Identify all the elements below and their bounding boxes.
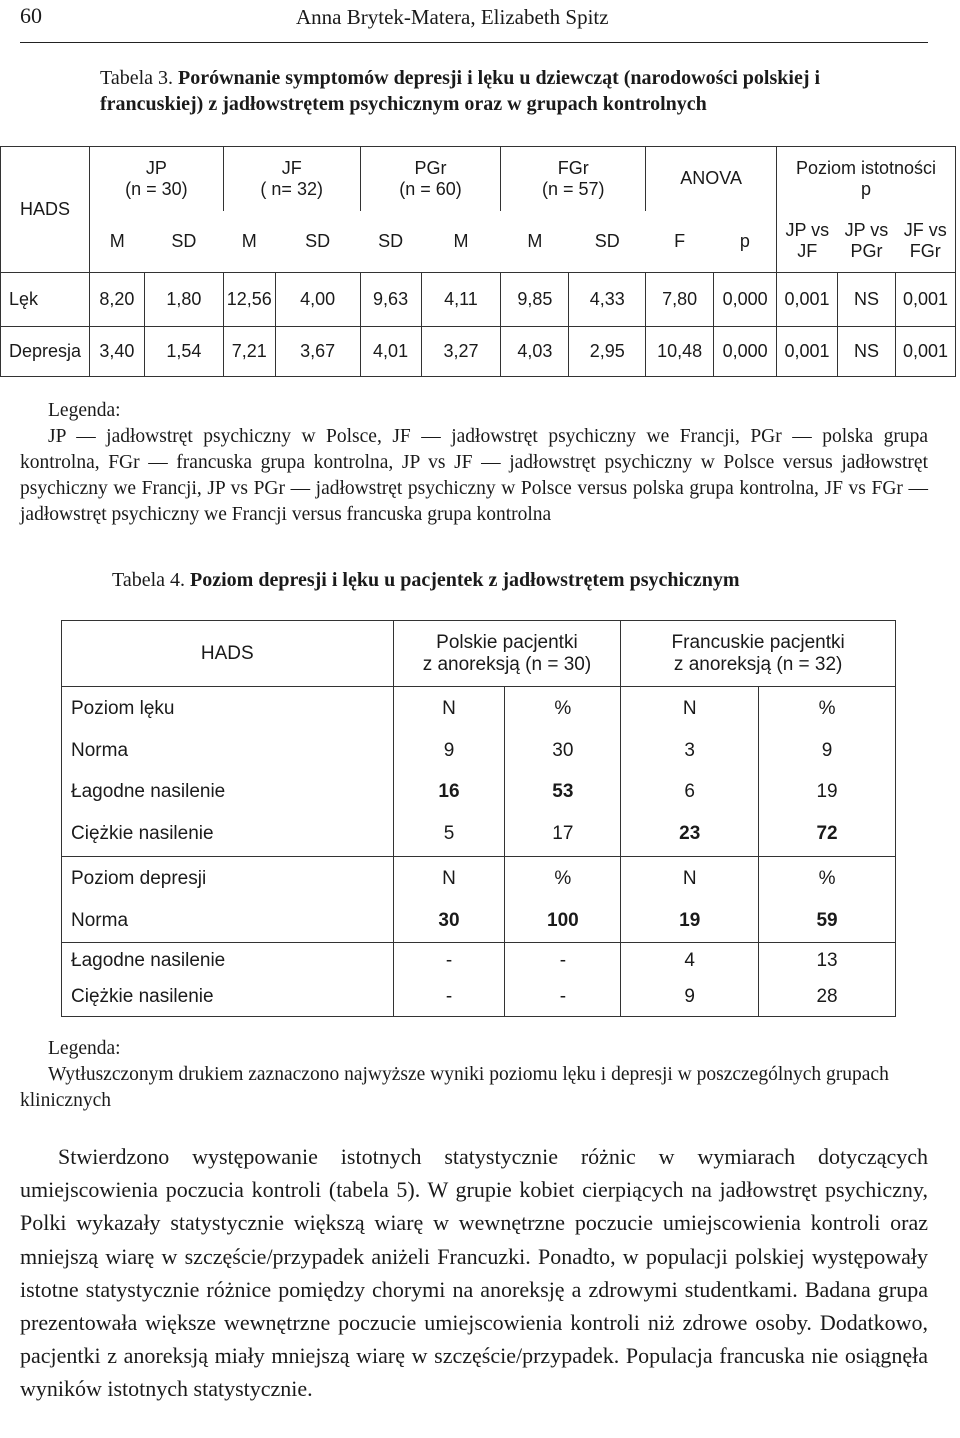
subheader-cell: p bbox=[714, 211, 777, 273]
table-cell: 4,11 bbox=[421, 273, 501, 327]
legend-title: Legenda: bbox=[48, 1038, 121, 1059]
table-cell: 53 bbox=[505, 771, 621, 813]
table-cell: 100 bbox=[505, 901, 621, 943]
table3-caption-label: Tabela 3. bbox=[100, 67, 174, 89]
table-cell: % bbox=[759, 857, 896, 901]
table-cell: 0,001 bbox=[777, 273, 838, 327]
row-label: Depresja bbox=[1, 327, 90, 377]
table-row bbox=[62, 771, 896, 813]
table3 bbox=[0, 146, 956, 377]
table4 bbox=[61, 620, 896, 1017]
table-cell: 28 bbox=[759, 979, 896, 1017]
table-cell: 7,80 bbox=[646, 273, 714, 327]
table-cell: N bbox=[393, 687, 505, 731]
body-paragraph bbox=[20, 1140, 928, 1406]
table-cell: 30 bbox=[505, 731, 621, 771]
section-header-row bbox=[62, 687, 896, 731]
group-jf: JF ( n= 32) bbox=[223, 147, 360, 211]
table3-subheader-row bbox=[1, 211, 956, 273]
subheader-cell: SD bbox=[275, 211, 360, 273]
subheader-cell: M bbox=[421, 211, 501, 273]
table-cell: 30 bbox=[393, 901, 505, 943]
group-pgr: PGr (n = 60) bbox=[360, 147, 501, 211]
legend-text: Wytłuszczonym drukiem zaznaczono najwyższe wyniki poziomu lęku i depresji w poszczególnych grupach klinicznych bbox=[20, 1064, 889, 1111]
legend-text: JP — jadłowstręt psychiczny w Polsce, JF — jadłowstręt psychiczny we Francji, PGr — polska grupa kontrolna, FGr — francuska grupa kontrolna, JP vs JF — jadłowstręt psychiczny w Polsce versus jadłowstręt psychiczny we Francji, JP vs PGr — jadłowstręt psychiczny w Polsce versus polska grupa kontrolna, JF vs FGr — jadłowstręt psychiczny we Francji versus francuska grupa kontrolna bbox=[20, 426, 928, 525]
page-number: 60 bbox=[20, 3, 42, 28]
row-label: Łagodne nasilenie bbox=[62, 943, 394, 979]
row-label: Łagodne nasilenie bbox=[62, 771, 394, 813]
row-label: Norma bbox=[62, 731, 394, 771]
table-cell: 1,54 bbox=[144, 327, 223, 377]
running-head: Anna Brytek-Matera, Elizabeth Spitz bbox=[296, 5, 609, 29]
table-row bbox=[62, 813, 896, 857]
group-polish-patients: Polskie pacjentki z anoreksją (n = 30) bbox=[393, 621, 621, 687]
comparison-header: JP vs JF bbox=[777, 211, 838, 273]
subheader-cell: SD bbox=[144, 211, 223, 273]
subheader-cell: SD bbox=[569, 211, 646, 273]
table-cell: 0,000 bbox=[714, 327, 777, 377]
table-cell: 16 bbox=[393, 771, 505, 813]
subheader-cell: M bbox=[501, 211, 569, 273]
table-cell: 23 bbox=[621, 813, 759, 857]
row-label: Norma bbox=[62, 901, 394, 943]
section-header-row bbox=[62, 857, 896, 901]
table4-caption bbox=[112, 567, 932, 593]
table-row bbox=[62, 731, 896, 771]
page-header bbox=[20, 0, 928, 43]
section-label: Poziom depresji bbox=[62, 857, 394, 901]
table-cell: 4,03 bbox=[501, 327, 569, 377]
subheader-cell: SD bbox=[360, 211, 421, 273]
table-cell: N bbox=[621, 857, 759, 901]
table-cell: 0,000 bbox=[714, 273, 777, 327]
table-cell: 19 bbox=[621, 901, 759, 943]
table-cell: N bbox=[621, 687, 759, 731]
table-cell: 6 bbox=[621, 771, 759, 813]
legend-title: Legenda: bbox=[48, 400, 121, 421]
table4-caption-title: Poziom depresji i lęku u pacjentek z jadłowstrętem psychicznym bbox=[190, 569, 740, 591]
table-row bbox=[62, 979, 896, 1017]
table-cell: NS bbox=[838, 327, 896, 377]
row-label: Lęk bbox=[1, 273, 90, 327]
table-cell: 3,67 bbox=[275, 327, 360, 377]
table-cell: 9 bbox=[393, 731, 505, 771]
table3-legend bbox=[20, 398, 928, 528]
table-cell: - bbox=[505, 943, 621, 979]
table-cell: N bbox=[393, 857, 505, 901]
section-label: Poziom lęku bbox=[62, 687, 394, 731]
table-cell: 9,63 bbox=[360, 273, 421, 327]
table-cell: 7,21 bbox=[223, 327, 275, 377]
table-row bbox=[62, 943, 896, 979]
table-cell: 3 bbox=[621, 731, 759, 771]
table-row bbox=[1, 327, 956, 377]
table-cell: 8,20 bbox=[89, 273, 144, 327]
table3-group-header-row bbox=[1, 147, 956, 211]
table-cell: - bbox=[393, 943, 505, 979]
table-cell: 3,40 bbox=[89, 327, 144, 377]
table-cell: 4,33 bbox=[569, 273, 646, 327]
table-cell: 13 bbox=[759, 943, 896, 979]
table-cell: 4,00 bbox=[275, 273, 360, 327]
table-cell: 17 bbox=[505, 813, 621, 857]
table3-caption-title: Porównanie symptomów depresji i lęku u dziewcząt (narodowości polskiej i francuskiej) z jadłowstrętem psychicznym oraz w grupach kontrolnych bbox=[100, 67, 821, 115]
table4-caption-label: Tabela 4. bbox=[112, 569, 186, 591]
subheader-cell: M bbox=[89, 211, 144, 273]
table-cell: 9,85 bbox=[501, 273, 569, 327]
table-cell: 9 bbox=[759, 731, 896, 771]
table-cell: 3,27 bbox=[421, 327, 501, 377]
group-fgr: FGr (n = 57) bbox=[501, 147, 646, 211]
table-cell: 2,95 bbox=[569, 327, 646, 377]
table-cell: 9 bbox=[621, 979, 759, 1017]
subheader-cell: M bbox=[223, 211, 275, 273]
comparison-header: JP vs PGr bbox=[838, 211, 896, 273]
table-cell: 1,80 bbox=[144, 273, 223, 327]
table-cell: 5 bbox=[393, 813, 505, 857]
table-cell: 10,48 bbox=[646, 327, 714, 377]
group-jp: JP (n = 30) bbox=[89, 147, 223, 211]
table-row bbox=[1, 273, 956, 327]
paragraph-text: Stwierdzono występowanie istotnych statystycznie różnic w wymiarach dotyczących umiejscowienia poczucia kontroli (tabela 5). W grupie kobiet cierpiących na jadłowstręt psychiczny, Polki wykazały statystycznie większą wiarę w wewnętrzne poczucie umiejscowienia kontroli oraz mniejszą wiarę w szczęście/przypadek aniżeli Francuzki. Ponadto, w populacji polskiej występowały istotne statystycznie różnice pomiędzy chorymi na anoreksję a zdrowymi studentkami. Badana grupa prezentowała większe wewnętrzne poczucie umiejscowienia kontroli niż zdrowe osoby. Dodatkowo, pacjentki z anoreksją miały mniejszą wiarę w szczęście/przypadek. Populacja francuska nie osiągnęła wyników istotnych statystycznie. bbox=[20, 1144, 928, 1402]
subheader-cell: F bbox=[646, 211, 714, 273]
table-cell: 4,01 bbox=[360, 327, 421, 377]
table-cell: 0,001 bbox=[895, 273, 955, 327]
table-cell: % bbox=[505, 857, 621, 901]
group-french-patients: Francuskie pacjentki z anoreksją (n = 32) bbox=[621, 621, 896, 687]
table3-row-header: HADS bbox=[1, 147, 90, 273]
table3-caption bbox=[100, 65, 920, 117]
comparison-header: JF vs FGr bbox=[895, 211, 955, 273]
table-cell: 59 bbox=[759, 901, 896, 943]
table-cell: 0,001 bbox=[895, 327, 955, 377]
table-row bbox=[62, 901, 896, 943]
table4-legend bbox=[20, 1036, 928, 1114]
table-cell: % bbox=[505, 687, 621, 731]
table4-header-row bbox=[62, 621, 896, 687]
table-cell: 72 bbox=[759, 813, 896, 857]
table-cell: 4 bbox=[621, 943, 759, 979]
table-cell: - bbox=[505, 979, 621, 1017]
table-cell: - bbox=[393, 979, 505, 1017]
significance-header: Poziom istotności p bbox=[777, 147, 956, 211]
table-cell: NS bbox=[838, 273, 896, 327]
row-label: Ciężkie nasilenie bbox=[62, 979, 394, 1017]
anova-header: ANOVA bbox=[646, 147, 777, 211]
table-cell: % bbox=[759, 687, 896, 731]
table4-col-header: HADS bbox=[62, 621, 394, 687]
row-label: Ciężkie nasilenie bbox=[62, 813, 394, 857]
table-cell: 12,56 bbox=[223, 273, 275, 327]
table-cell: 19 bbox=[759, 771, 896, 813]
table-cell: 0,001 bbox=[777, 327, 838, 377]
